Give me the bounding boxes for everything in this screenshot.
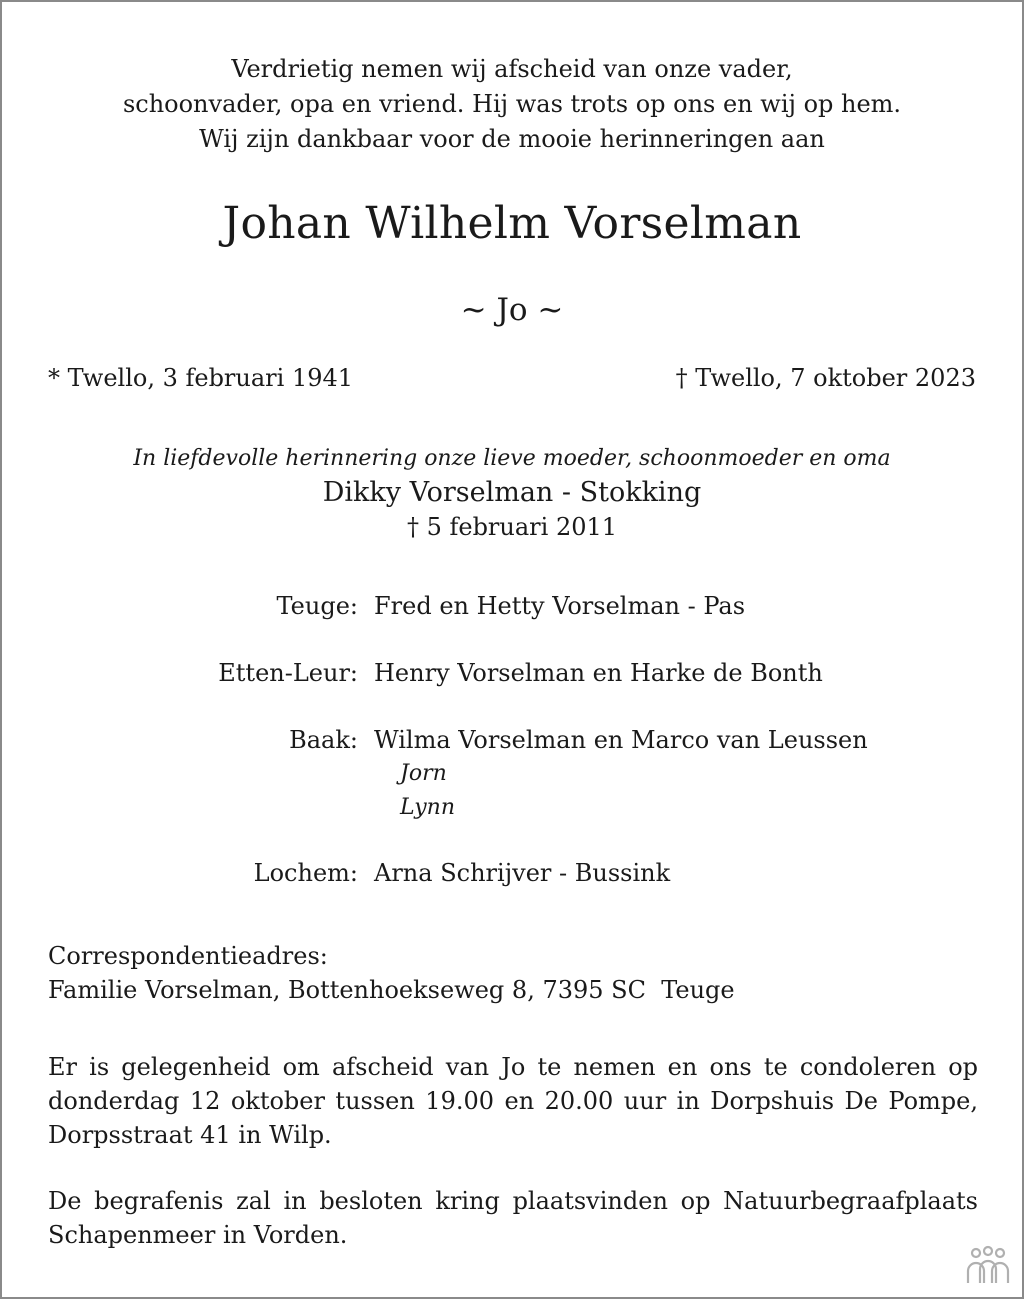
grandchild-name: Jorn — [400, 761, 447, 786]
family-place: Baak: — [289, 726, 358, 754]
family-place: Etten-Leur: — [218, 659, 358, 687]
family-names: Fred en Hetty Vorselman - Pas — [374, 592, 746, 620]
memory-name: Dikky Vorselman - Stokking — [322, 477, 702, 508]
correspondence-label: Correspondentieadres: — [48, 942, 328, 970]
condolence-paragraph: Er is gelegenheid om afscheid van Jo te nemen en ons te condoleren op donderdag 12 oktober tussen 19.00 en 20.00 uur in Dorpshuis De Pompe, Dorpsstraat 41 in Wilp. — [48, 1053, 978, 1149]
funeral-paragraph: De begrafenis zal in besloten kring plaatsvinden op Natuurbegraafplaats Schapenmeer in Vorden. — [48, 1187, 978, 1249]
intro-line: schoonvader, opa en vriend. Hij was trots op ons en wij op hem. — [122, 90, 902, 118]
memory-date: † 5 februari 2011 — [406, 513, 618, 541]
family-place: Teuge: — [276, 592, 358, 620]
intro-line: Wij zijn dankbaar voor de mooie herinneringen aan — [199, 125, 825, 153]
family-group-icon — [964, 1245, 1012, 1285]
memory-dedication: In liefdevolle herinnering onze lieve moeder, schoonmoeder en oma — [133, 446, 891, 471]
deceased-name: Johan Wilhelm Vorselman — [222, 198, 802, 249]
correspondence-address: Familie Vorselman, Bottenhoekseweg 8, 7395 SC Teuge — [48, 976, 735, 1004]
birth-info: * Twello, 3 februari 1941 — [48, 364, 354, 392]
family-place: Lochem: — [253, 859, 358, 887]
intro-text — [2, 52, 1022, 157]
intro-line: Verdrietig nemen wij afscheid van onze vader, — [231, 55, 793, 83]
grandchild-name: Lynn — [400, 795, 455, 820]
family-names: Arna Schrijver - Bussink — [374, 859, 671, 887]
deceased-nickname: ~ Jo ~ — [460, 292, 564, 328]
death-info: † Twello, 7 oktober 2023 — [675, 364, 976, 392]
family-names: Wilma Vorselman en Marco van Leussen — [374, 726, 868, 754]
family-names: Henry Vorselman en Harke de Bonth — [374, 659, 823, 687]
correspondence-block — [48, 939, 735, 1007]
